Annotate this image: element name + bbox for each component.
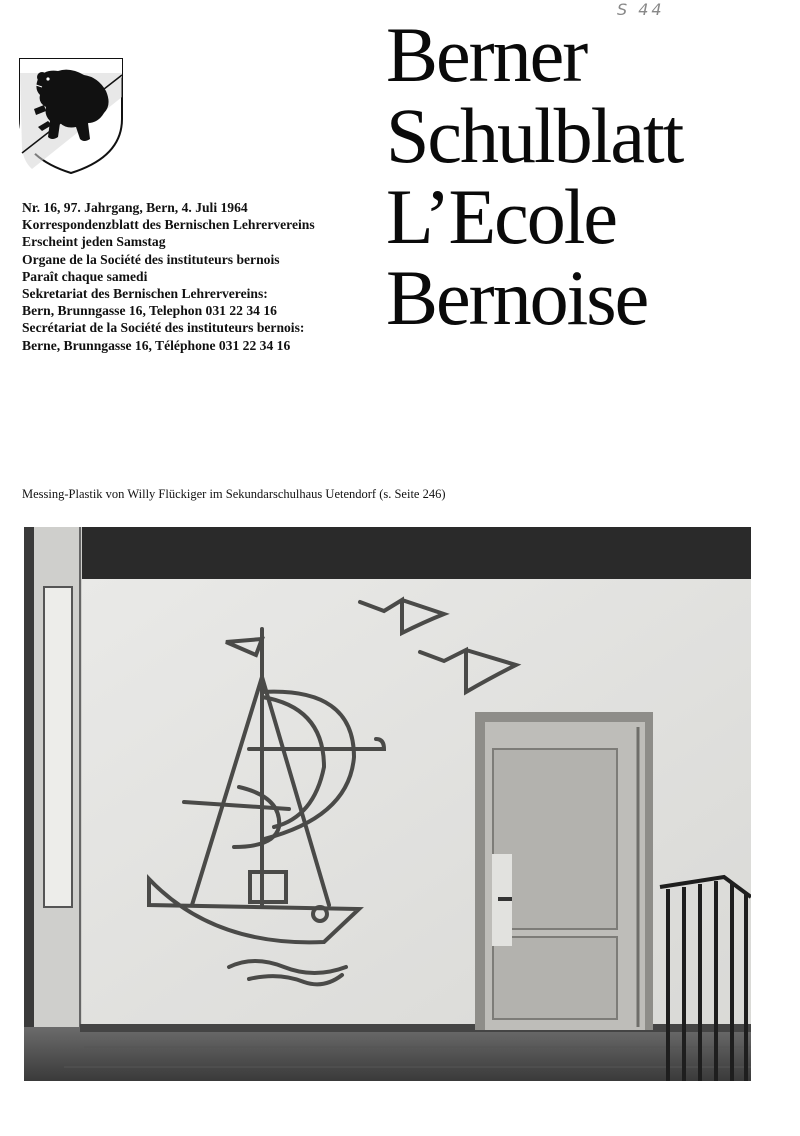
masthead-line: Schulblatt	[386, 92, 683, 179]
photo-caption: Messing-Plastik von Willy Flückiger im Sekundarschulhaus Uetendorf (s. Seite 246)	[22, 487, 446, 501]
masthead-line: L’Ecole	[386, 173, 617, 260]
masthead-title	[386, 11, 796, 341]
masthead-line: Berner	[386, 11, 587, 98]
sculpture-photograph	[24, 527, 751, 1081]
info-line: Bern, Brunngasse 16, Telephon 031 22 34 16	[22, 303, 277, 319]
info-line: Korrespondenzblatt des Bernischen Lehrervereins	[22, 217, 315, 233]
bern-coat-of-arms	[18, 57, 124, 175]
info-line: Erscheint jeden Samstag	[22, 234, 166, 250]
issue-line: Nr. 16, 97. Jahrgang, Bern, 4. Juli 1964	[22, 200, 248, 215]
masthead-line: Bernoise	[386, 254, 648, 341]
issue-info	[22, 199, 382, 354]
info-line: Secrétariat de la Société des instituteurs bernois:	[22, 320, 305, 336]
info-line: Paraît chaque samedi	[22, 268, 148, 284]
handwritten-note: S 44	[617, 0, 665, 19]
info-line: Berne, Brunngasse 16, Téléphone 031 22 34 16	[22, 337, 291, 353]
info-line: Organe de la Société des instituteurs bernois	[22, 251, 280, 267]
info-line: Sekretariat des Bernischen Lehrervereins:	[22, 286, 268, 302]
